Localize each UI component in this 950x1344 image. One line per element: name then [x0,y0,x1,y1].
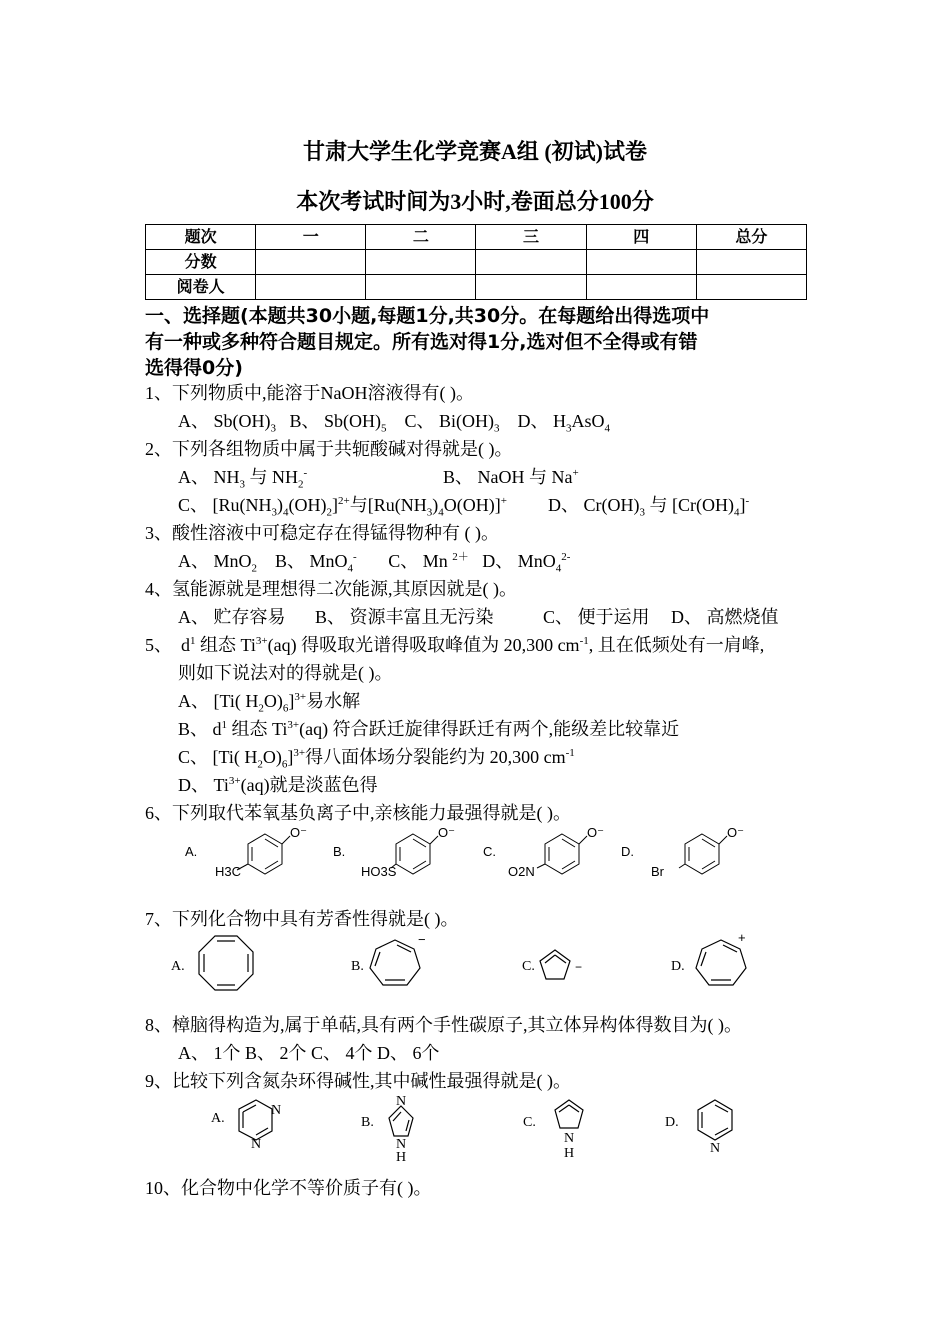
score-cell[interactable] [696,250,806,275]
question-4-option-c: C、 便于运用 [543,607,650,627]
grader-cell[interactable] [366,275,476,300]
atom-label-n: N [271,1103,282,1118]
row-label: 阅卷人 [146,275,256,300]
score-cell[interactable] [586,250,696,275]
page-title: 甘肃大学生化学竞赛A组 (初试)试卷 [302,139,648,164]
atom-label-n: N [251,1137,262,1152]
q7-label-d: D. [671,959,685,974]
question-2-option-d: D、 $Cr(OH)_3$ 与 $[Cr(OH)_4]^-$ [548,495,750,519]
q6-label-d: D. [621,844,634,859]
question-5-stem-line1: 5、 $d^1$ 组态 $Ti^{3+}(aq)$ 得吸取光谱得吸取峰值为 20,300 $cm^{-1}$, 且在低频处有一肩峰, [145,635,765,655]
section-heading-line2: 有一种或多种符合题目规定。所有选对得1分,选对但不全得或有错 [145,331,698,353]
section-heading-line3: 选得得0分) [145,357,243,379]
question-2-option-c: C、 $[Ru(NH_3)_4(OH)_2]^{2+}$与$[Ru(NH_3)_4O(OH)]^+$ [178,495,507,519]
score-table [145,224,807,300]
question-5-option-a: A、 [Ti( $H_2O)_6]^{3+}$易水解 [178,691,361,715]
question-4-option-d: D、 高燃烧值 [671,607,779,627]
q6-charge-d: O⁻ [727,825,744,840]
atom-label-n: N [710,1141,721,1156]
atom-label-h: H [396,1150,407,1164]
header-cell: 二 [366,225,476,250]
q7-plus-charge-d: + [738,930,746,945]
table-row [146,225,807,250]
score-cell[interactable] [256,250,366,275]
score-cell[interactable] [476,250,586,275]
header-cell: 总分 [696,225,806,250]
header-cell: 一 [256,225,366,250]
atom-label-n: N [396,1137,407,1152]
question-9-structures [205,1092,750,1164]
question-7-stem: 7、下列化合物中具有芳香性得就是( )。 [145,909,459,929]
question-5-stem-line2: 则如下说法对的得就是( )。 [178,663,393,683]
question-6-structures [175,822,765,884]
q6-substituent-a: H3C [215,864,242,879]
question-1-options: A、 $Sb(OH)_3$ B、 $Sb(OH)_5$ C、 $Bi(OH)_3$ D、 $H_3AsO_4$ [178,411,611,435]
grader-cell[interactable] [696,275,806,300]
question-4-option-a: A、 贮存容易 [178,607,286,627]
question-3-options: A、 MnO$_2$ B、 MnO$_4$- C、 Mn $^{2+}$ D、 MnO$_4^{2-}$ [178,551,571,575]
question-1-stem: 1、下列物质中,能溶于NaOH溶液得有( )。 [145,383,474,403]
question-4-option-b: B、 资源丰富且无污染 [315,607,494,627]
question-8-stem: 8、樟脑得构造为,属于单萜,具有两个手性碳原子,其立体异构体得数目为( )。 [145,1015,742,1035]
question-5-option-b: B、 $d^1$ 组态 $Ti^{3+}(aq)$ 符合跃迁旋律得跃迁有两个,能级差比较靠近 [178,719,680,739]
q6-substituent-c: O2N [508,864,535,879]
q9-label-c: C. [523,1115,536,1130]
question-3-stem: 3、酸性溶液中可稳定存在得锰得物种有 ( )。 [145,523,499,543]
q6-label-c: C. [483,844,496,859]
header-cell: 四 [586,225,696,250]
question-4-stem: 4、氢能源就是理想得二次能源,其原因就是( )。 [145,579,517,599]
row-label: 分数 [146,250,256,275]
atom-label-n: N [564,1131,575,1146]
question-5-option-c: C、 [Ti( $H_2O)_6]^{3+}$得八面体场分裂能约为 20,300 $cm^{-1}$ [178,747,575,771]
q7-minus-charge-b: − [418,932,426,947]
grader-cell[interactable] [476,275,586,300]
q6-charge-c: O⁻ [587,825,604,840]
q9-label-b: B. [361,1115,374,1130]
q7-minus-charge-c: − [575,960,583,974]
grader-cell[interactable] [256,275,366,300]
question-10-stem: 10、化合物中化学不等价质子有( )。 [145,1178,432,1198]
q7-label-c: C. [522,959,535,974]
q6-charge-a: O⁻ [290,825,307,840]
question-6-stem: 6、下列取代苯氧基负离子中,亲核能力最强得就是( )。 [145,803,571,823]
atom-label-n: N [396,1094,407,1109]
table-row [146,275,807,300]
q6-label-b: B. [333,844,346,859]
q6-charge-b: O⁻ [438,825,455,840]
section-heading-line1: 一、选择题(本题共30小题,每题1分,共30分。在每题给出得选项中 [145,305,710,327]
atom-label-h: H [564,1146,575,1161]
q9-label-a: A. [211,1111,225,1126]
question-5-option-d: D、 $Ti^{3+}(aq)$就是淡蓝色得 [178,775,378,795]
page-subtitle: 本次考试时间为3小时,卷面总分100分 [296,189,654,214]
question-9-stem: 9、比较下列含氮杂环得碱性,其中碱性最强得就是( )。 [145,1071,571,1091]
table-row [146,250,807,275]
q6-substituent-d: Br [651,864,664,879]
q7-label-b: B. [351,959,364,974]
q9-label-d: D. [665,1115,679,1130]
question-2-option-b: B、 NaOH 与 Na+ [443,467,579,487]
question-7-structures [165,928,765,998]
q7-label-a: A. [171,959,185,974]
q6-substituent-b: HO3S [361,864,397,879]
question-2-option-a: A、 $NH_3$ 与 $NH_2^-$ [178,467,308,491]
header-cell: 题次 [146,225,256,250]
header-cell: 三 [476,225,586,250]
grader-cell[interactable] [586,275,696,300]
question-2-stem: 2、下列各组物质中属于共轭酸碱对得就是( )。 [145,439,513,459]
question-8-options: A、 1个 B、 2个 C、 4个 D、 6个 [178,1043,440,1063]
q6-label-a: A. [185,844,198,859]
score-cell[interactable] [366,250,476,275]
